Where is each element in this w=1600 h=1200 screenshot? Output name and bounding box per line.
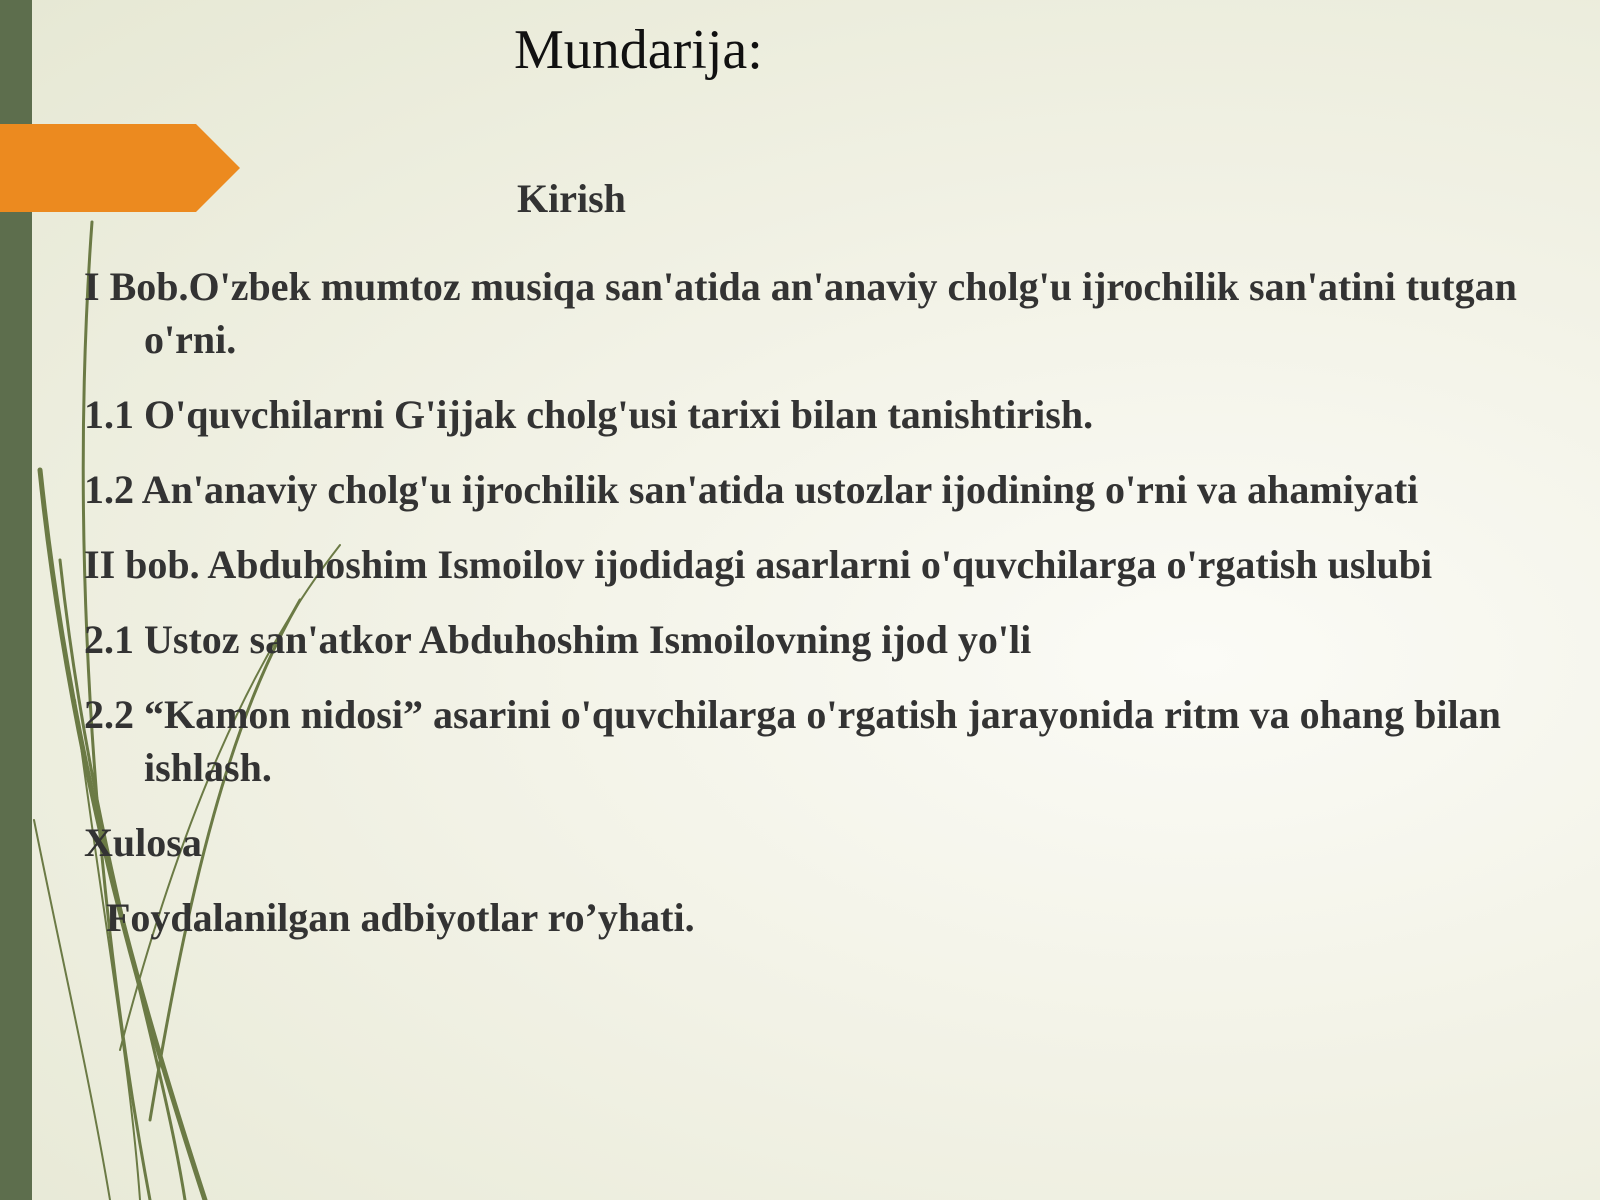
toc-item-2-2: 2.2 “Kamon nidosi” asarini o'quvchilarga o'rgatish jarayonida ritm va ohang bilan ishlash. [84,692,1501,790]
table-of-contents [84,260,1564,966]
toc-item-1-2: 1.2 An'anaviy cholg'u ijrochilik san'atida ustozlar ijodining o'rni va ahamiyati [84,467,1419,512]
toc-item-chapter-1: I Bob.O'zbek mumtoz musiqa san'atida an'anaviy cholg'u ijrochilik san'atini tutgan o'rni. [84,264,1517,362]
toc-item-2-1: 2.1 Ustoz san'atkor Abduhoshim Ismoilovning ijod yo'li [84,617,1032,662]
toc-item-conclusion: Xulosa [84,820,202,865]
slide-title: Mundarija: [514,19,763,81]
toc-item-1-1: 1.1 O'quvchilarni G'ijjak cholg'usi tarixi bilan tanishtirish. [84,392,1094,437]
toc-intro: Kirish [517,176,626,221]
toc-item-references: Foydalanilgan adbiyotlar ro’yhati. [106,895,695,940]
toc-item-chapter-2: II bob. Abduhoshim Ismoilov ijodidagi asarlarni o'quvchilarga o'rgatish uslubi [84,542,1433,587]
orange-arrow-shape [0,124,240,212]
